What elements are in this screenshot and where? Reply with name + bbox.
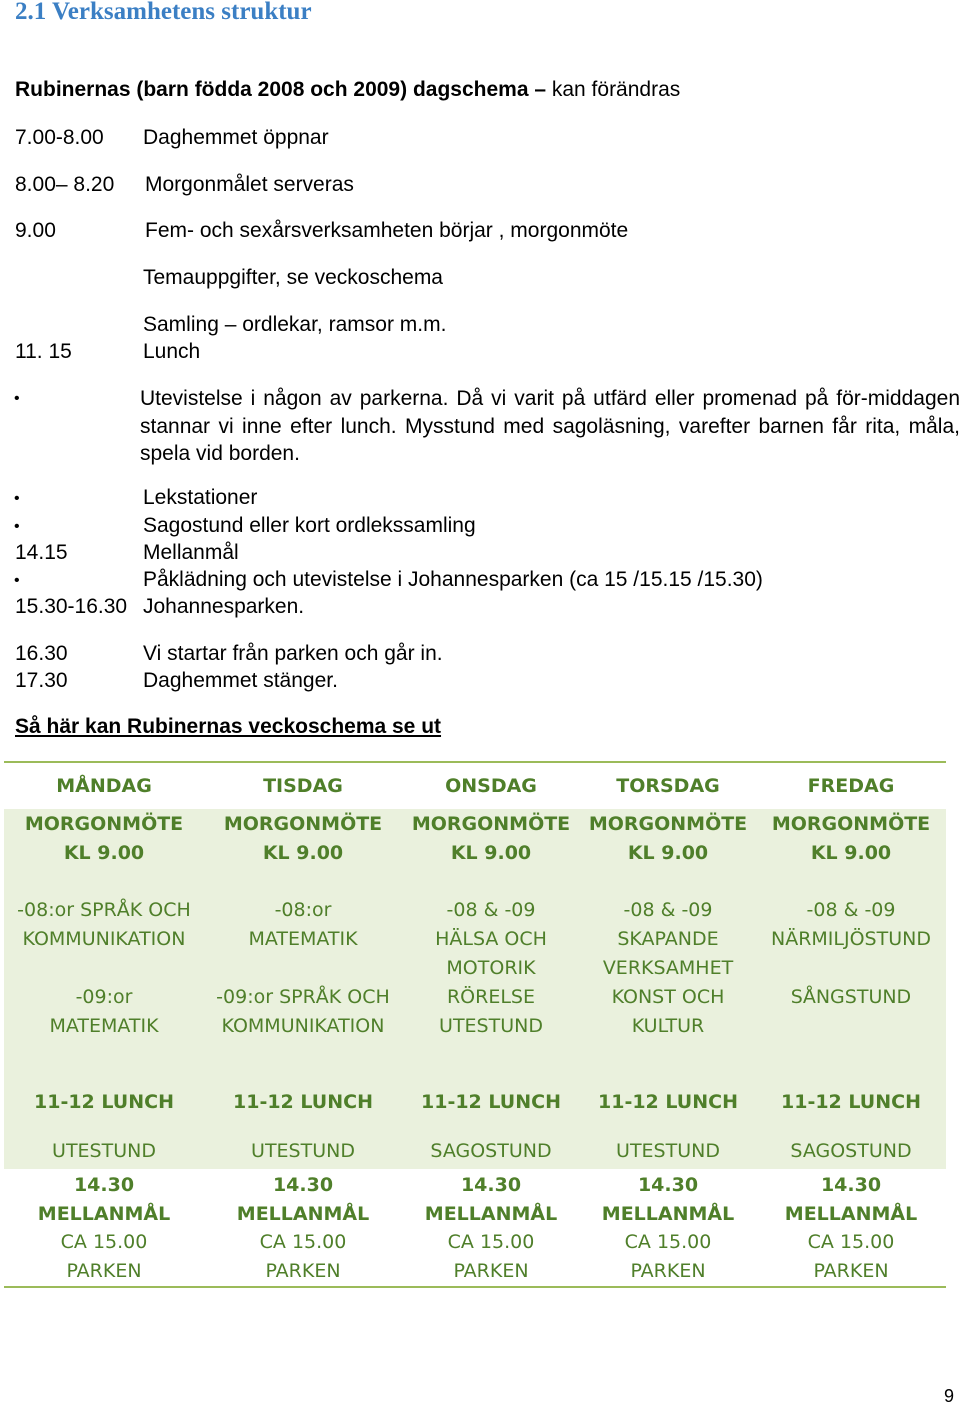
daily-item-time: 11. 15 bbox=[15, 340, 72, 363]
table-cell: -08 & -09 NÄRMILJÖSTUND SÅNGSTUND bbox=[771, 899, 931, 1008]
afternoon-item-text: Daghemmet stänger. bbox=[143, 669, 338, 692]
table-header-row bbox=[4, 761, 946, 811]
table-cell: 14.30 MELLANMÅL bbox=[784, 1174, 918, 1225]
bullet: • bbox=[14, 390, 20, 407]
table-cell: -08 & -09 SKAPANDE VERKSAMHET KONST OCH KULTUR bbox=[602, 899, 734, 1037]
daily-item-text: Daghemmet öppnar bbox=[143, 126, 329, 149]
bullet: • bbox=[14, 518, 20, 535]
afternoon-item-text: Johannesparken. bbox=[143, 595, 305, 618]
daily-item-time: 7.00-8.00 bbox=[15, 126, 104, 149]
daily-schedule-title-rest: kan förändras bbox=[551, 78, 681, 101]
table-cell: MORGONMÖTE KL 9.00 bbox=[24, 813, 184, 864]
bullet: • bbox=[14, 572, 20, 589]
table-cell: 14.30 MELLANMÅL bbox=[37, 1174, 171, 1225]
afternoon-item-time: 15.30-16.30 bbox=[15, 595, 128, 618]
daily-schedule-title-bold: Rubinernas (barn födda 2008 och 2009) dagschema bbox=[15, 78, 529, 101]
afternoon-item-text: Lekstationer bbox=[143, 486, 258, 509]
table-row-morning bbox=[4, 810, 946, 868]
afternoon-item-time: 14.15 bbox=[15, 541, 68, 564]
table-cell: SAGOSTUND bbox=[790, 1139, 912, 1162]
table-cell: 11-12 LUNCH bbox=[233, 1091, 373, 1113]
day-header: MÅNDAG bbox=[56, 774, 152, 797]
table-cell: 14.30 MELLANMÅL bbox=[601, 1174, 735, 1225]
table-cell: CA 15.00 PARKEN bbox=[60, 1231, 148, 1282]
daily-schedule-title-dash: – bbox=[528, 78, 552, 101]
table-cell: UTESTUND bbox=[616, 1139, 720, 1162]
daily-item-text: Samling – ordlekar, ramsor m.m. bbox=[143, 313, 447, 336]
table-cell: -08:or MATEMATIK -09:or SPRÅK OCH KOMMUNIKATION bbox=[216, 899, 390, 1037]
table-cell: 11-12 LUNCH bbox=[421, 1091, 561, 1113]
day-header: TISDAG bbox=[263, 774, 343, 797]
table-row-themes bbox=[4, 896, 946, 1041]
section-heading: 2.1 Verksamhetens struktur bbox=[15, 0, 312, 25]
daily-item-text: Temauppgifter, se veckoschema bbox=[143, 266, 443, 289]
table-cell: CA 15.00 PARKEN bbox=[624, 1231, 712, 1282]
table-cell: CA 15.00 PARKEN bbox=[259, 1231, 347, 1282]
daily-schedule-title bbox=[15, 78, 680, 102]
day-header: ONSDAG bbox=[445, 774, 537, 797]
daily-item-time: 9.00 bbox=[15, 219, 56, 242]
daily-item-text: Fem- och sexårsverksamheten börjar , morgonmöte bbox=[145, 219, 629, 242]
table-cell: CA 15.00 PARKEN bbox=[447, 1231, 535, 1282]
outdoor-paragraph: Utevistelse i någon av parkerna. Då vi varit på utfärd eller promenad på för-middagen stannar vi inne efter lunch. Mysstund med sagoläsning, varefter barnen får rita, måla, spela vid borden. bbox=[140, 387, 960, 465]
table-cell: MORGONMÖTE KL 9.00 bbox=[588, 813, 748, 864]
day-header: TORSDAG bbox=[616, 774, 720, 797]
bullet: • bbox=[14, 490, 20, 507]
day-header: FREDAG bbox=[807, 774, 895, 797]
table-cell: CA 15.00 PARKEN bbox=[807, 1231, 895, 1282]
page-number: 9 bbox=[944, 1386, 955, 1406]
table-cell: SAGOSTUND bbox=[430, 1139, 552, 1162]
table-cell: MORGONMÖTE KL 9.00 bbox=[771, 813, 931, 864]
table-cell: 14.30 MELLANMÅL bbox=[424, 1174, 558, 1225]
table-cell: UTESTUND bbox=[52, 1139, 156, 1162]
afternoon-item-text: Sagostund eller kort ordlekssamling bbox=[143, 514, 476, 537]
table-cell: -08 & -09 HÄLSA OCH MOTORIK RÖRELSE UTESTUND bbox=[435, 899, 547, 1037]
afternoon-item-text: Påklädning och utevistelse i Johannesparken (ca 15 /15.15 /15.30) bbox=[143, 568, 763, 591]
table-cell: 11-12 LUNCH bbox=[781, 1091, 921, 1113]
table-cell: UTESTUND bbox=[251, 1139, 355, 1162]
table-cell: 11-12 LUNCH bbox=[598, 1091, 738, 1113]
table-cell: MORGONMÖTE KL 9.00 bbox=[223, 813, 383, 864]
daily-item-text: Morgonmålet serveras bbox=[145, 173, 354, 196]
table-cell: 11-12 LUNCH bbox=[34, 1091, 174, 1113]
table-row-park bbox=[4, 1228, 946, 1288]
week-schedule-title: Så här kan Rubinernas veckoschema se ut bbox=[15, 715, 442, 738]
daily-item-time: 8.00– 8.20 bbox=[15, 173, 115, 196]
table-cell: MORGONMÖTE KL 9.00 bbox=[411, 813, 571, 864]
table-cell: -08:or SPRÅK OCH KOMMUNIKATION -09:or MATEMATIK bbox=[17, 899, 191, 1037]
afternoon-item-text: Mellanmål bbox=[143, 541, 239, 564]
afternoon-item-time: 17.30 bbox=[15, 669, 68, 692]
table-row-snack bbox=[4, 1171, 946, 1229]
table-cell: 14.30 MELLANMÅL bbox=[236, 1174, 370, 1225]
afternoon-item-text: Vi startar från parken och går in. bbox=[143, 642, 443, 665]
table-row-afternoon bbox=[4, 1133, 946, 1169]
afternoon-item-time: 16.30 bbox=[15, 642, 68, 665]
daily-item-text: Lunch bbox=[143, 340, 201, 363]
table-row-lunch bbox=[4, 1088, 946, 1117]
